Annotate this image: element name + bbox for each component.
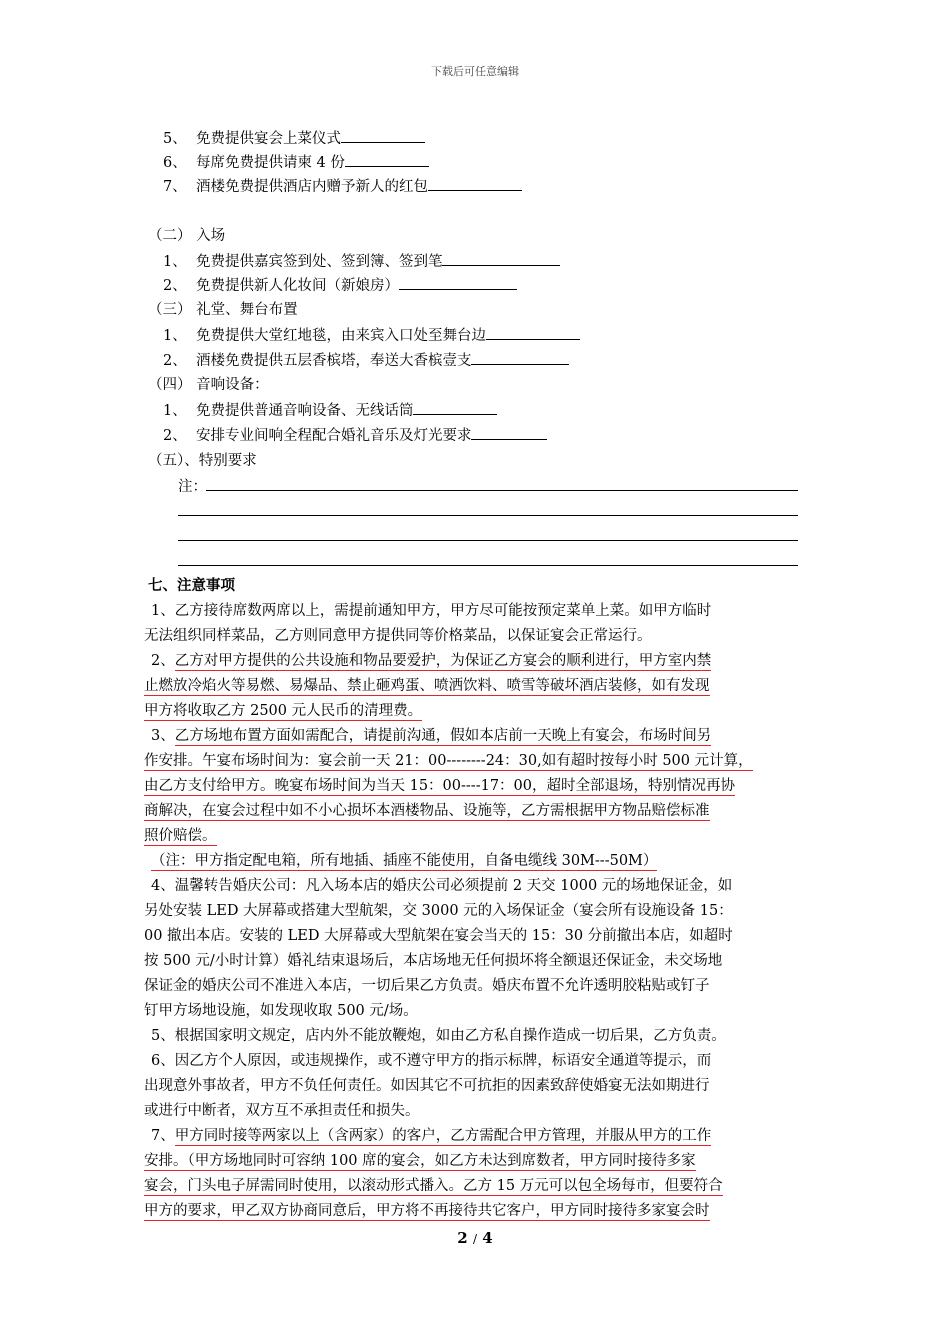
list-item: 1、 免费提供嘉宾签到处、签到簿、签到笔 [163,251,560,272]
paragraph-line [144,701,422,721]
paragraph-line [144,676,710,696]
fill-blank [471,425,547,440]
subsection-title: （四） 音响设备： [148,377,269,393]
paragraph-line: 4、温馨转告婚庆公司：凡入场本店的婚庆公司必须提前 2 天交 1000 元的场地保证金，如 [151,878,733,894]
paragraph-line [144,1201,710,1221]
red-underlined-text: 照价赔偿。 [144,828,217,844]
red-underlined-text: 乙方场地布置方面如需配合，请提前沟通，假如本店前一天晚上有宴会，布场时间另 [174,728,712,744]
subsection-title: （五）、特别要求 [148,453,257,469]
red-underlined-text: 安排。（甲方场地同时可容纳 100 席的宴会，如乙方未达到席数者，甲方同时接待多家 [144,1153,696,1169]
section-heading: 七、注意事项 [148,577,235,594]
fill-blank [428,176,522,191]
fill-blank [413,400,497,415]
paragraph-line: 6、因乙方个人原因，或违规操作，或不遵守甲方的指示标牌，标语安全通道等提示，而 [151,1053,712,1069]
list-item: 7、 酒楼免费提供酒店内赠予新人的红包 [163,176,522,197]
fill-blank [442,251,560,266]
paragraph-line [144,826,217,846]
red-underlined-text: 乙方对甲方提供的公共设施和物品要爱护，为保证乙方宴会的顺利进行，甲方室内禁 [174,653,712,669]
paragraph-line: 2、乙方对甲方提供的公共设施和物品要爱护，为保证乙方宴会的顺利进行，甲方室内禁 [151,653,712,669]
paragraph-line: 另处安装 LED 大屏幕或搭建大型航架，交 3000 元的入场保证金（宴会所有设施设备 15： [144,903,733,919]
red-underlined-text: 商解决，在宴会过程中如不小心损坏本酒楼物品、设施等，乙方需根据甲方物品赔偿标准 [144,803,710,819]
red-underlined-text: 甲方的要求，甲乙双方协商同意后，甲方将不再接待共它客户，甲方同时接待多家宴会时 [144,1203,710,1219]
paragraph-line [151,851,657,871]
note-line [178,540,798,541]
red-underlined-text: 由乙方支付给甲方。晚宴布场时间为当天 15：00----17：00，超时全部退场，特别情况再协 [144,778,736,794]
paragraph-line: 出现意外事故者，甲方不负任何责任。如因其它不可抗拒的因素致辞使婚宴无法如期进行 [144,1078,710,1094]
list-item: 1、 免费提供普通音响设备、无线话筒 [163,400,497,421]
note-line [178,565,798,566]
list-item: 1、 免费提供大堂红地毯，由来宾入口处至舞台边 [163,325,580,346]
red-underlined-text: 宴会，门头电子屏需同时使用，以滚动形式播入。乙方 15 万元可以包全场每市，但要符合 [144,1178,723,1194]
paragraph-line [144,1151,696,1171]
paragraph-line: 按 500 元/小时计算）婚礼结束退场后，本店场地无任何损坏将全额退还保证金，未交场地 [144,953,723,969]
list-item: 5、 免费提供宴会上菜仪式 [163,128,425,149]
paragraph-line: 5、根据国家明文规定，店内外不能放鞭炮，如由乙方私自操作造成一切后果，乙方负责。 [151,1028,726,1044]
red-underlined-text: 作安排。午宴布场时间为：宴会前一天 21：00--------24：30,如有超时按每小时 500 元计算， [144,753,753,769]
note-label: 注： [178,479,207,495]
paragraph-line: 或进行中断者，双方互不承担责任和损失。 [144,1103,420,1119]
paragraph-line [144,751,753,771]
fill-blank [486,325,580,340]
paragraph-line: 保证金的婚庆公司不准进入本店，一切后果乙方负责。婚庆布置不允许透明胶粘贴或钉子 [144,978,710,994]
subsection-title: （三） 礼堂、舞台布置 [148,302,298,318]
list-item: 6、 每席免费提供请柬 4 份 [163,152,429,173]
paragraph-line [144,776,735,796]
paragraph-line [144,1176,723,1196]
paragraph-line: 钉甲方场地设施，如发现收取 500 元/场。 [144,1003,418,1019]
page-header: 下载后可任意编辑 [431,65,519,78]
paragraph-line [144,801,710,821]
fill-blank [345,152,429,167]
paragraph-line: 3、乙方场地布置方面如需配合，请提前沟通，假如本店前一天晚上有宴会，布场时间另 [151,728,712,744]
paragraph-line: 无法组织同样菜品，乙方则同意甲方提供同等价格菜品，以保证宴会正常运行。 [144,628,652,644]
paragraph-line: 7、甲方同时接等两家以上（含两家）的客户，乙方需配合甲方管理，并服从甲方的工作 [151,1128,712,1144]
list-item: 2、 酒楼免费提供五层香槟塔，奉送大香槟壹支 [163,350,569,371]
list-item: 2、 安排专业间响全程配合婚礼音乐及灯光要求 [163,425,547,446]
note-line [206,490,798,491]
red-underlined-text: 止燃放冷焰火等易燃、易爆品、禁止砸鸡蛋、喷洒饮料、喷雪等破坏酒店装修，如有发现 [144,678,710,694]
list-item: 2、 免费提供新人化妆间（新娘房） [163,275,517,296]
red-underlined-text: 甲方将收取乙方 2500 元人民币的清理费。 [144,703,423,719]
fill-blank [471,350,569,365]
paragraph-line: 00 撤出本店。安装的 LED 大屏幕或大型航架在宴会当天的 15：30 分前撤出本店，如超时 [144,928,733,944]
page-number: 2 / 4 [457,1229,493,1247]
paragraph-line: 1、乙方接待席数两席以上，需提前通知甲方，甲方尽可能按预定菜单上菜。如甲方临时 [151,603,712,619]
red-underlined-text: （注：甲方指定配电箱，所有地插、插座不能使用，自备电缆线 30M---50M） [151,853,658,869]
subsection-title: （二） 入场 [148,228,226,244]
note-line [178,515,798,516]
fill-blank [399,275,517,290]
fill-blank [341,128,425,143]
red-underlined-text: 甲方同时接等两家以上（含两家）的客户，乙方需配合甲方管理，并服从甲方的工作 [174,1128,712,1144]
